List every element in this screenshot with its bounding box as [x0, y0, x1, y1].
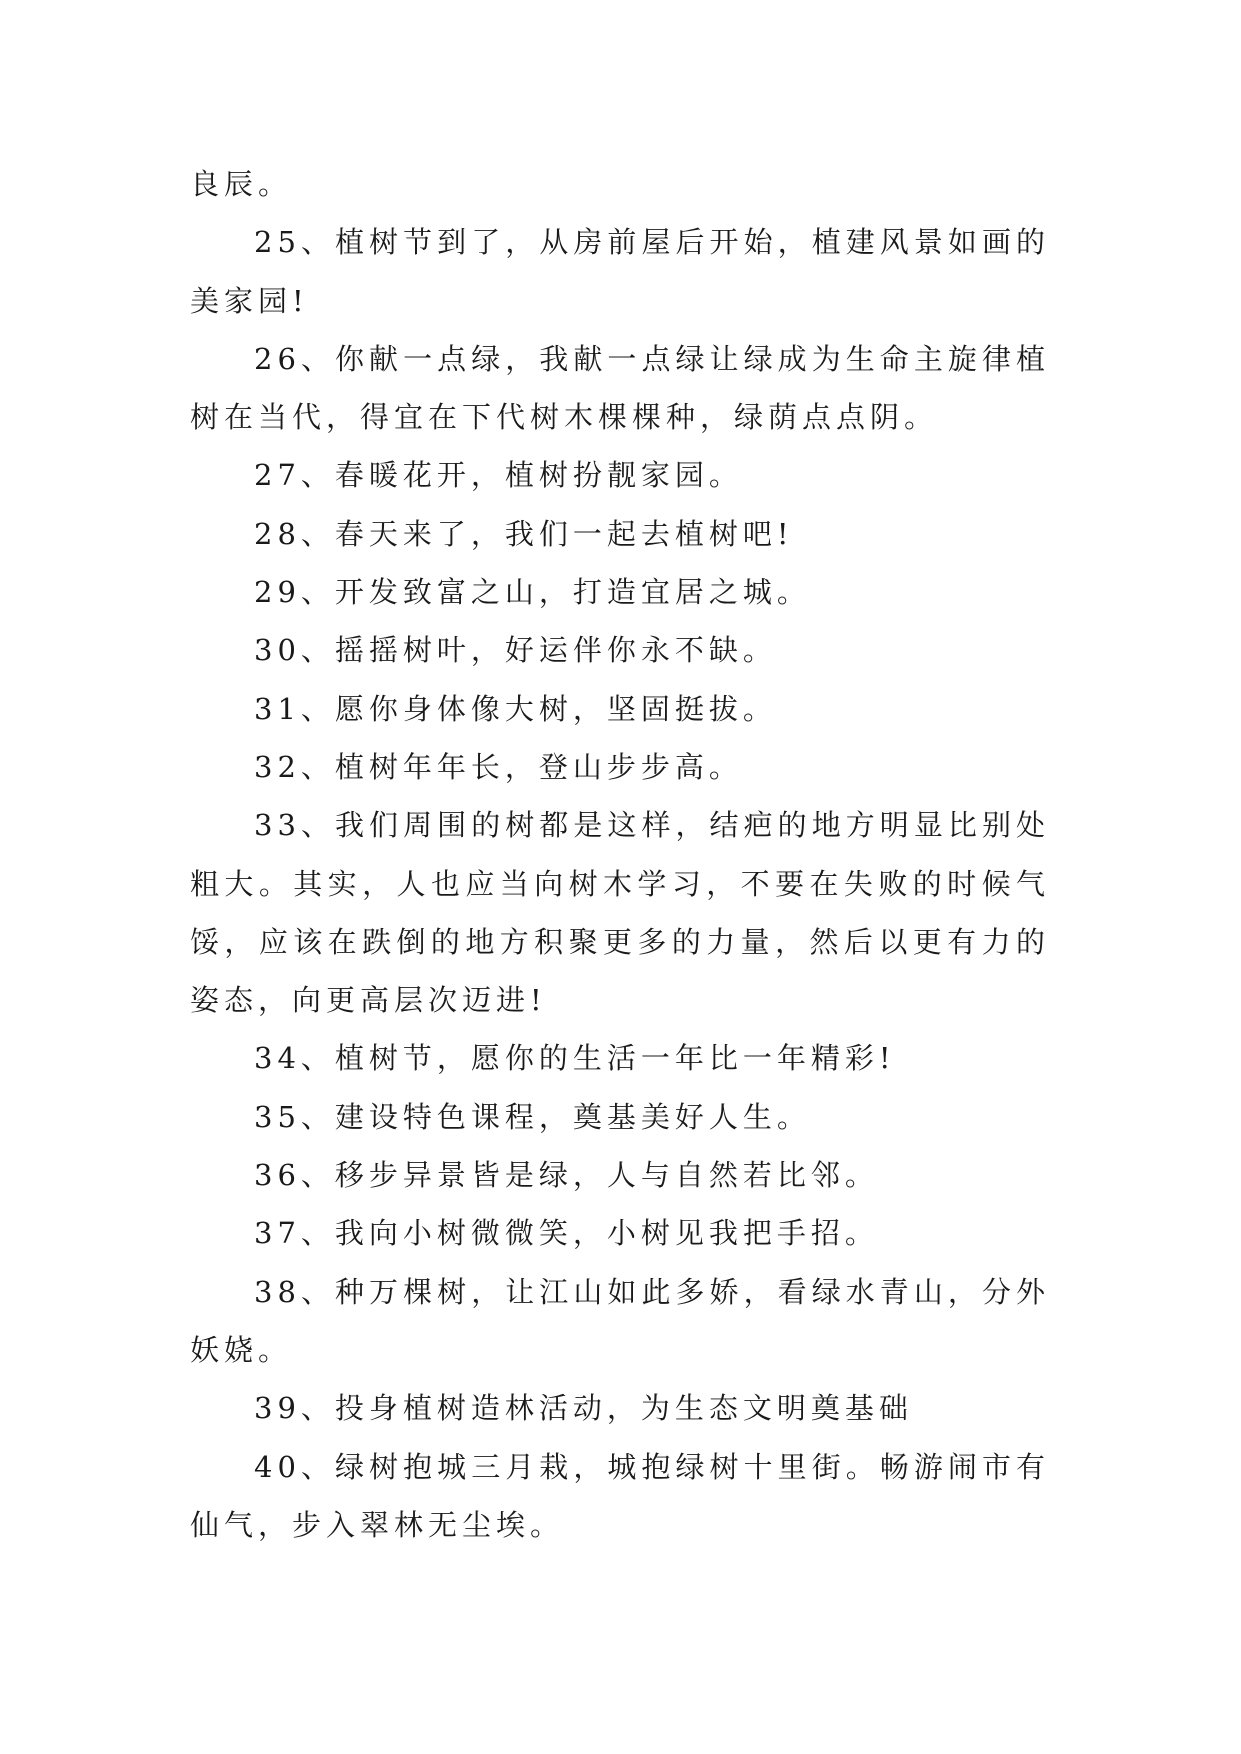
- paragraph-34: 34、植树节，愿你的生活一年比一年精彩!: [254, 1041, 896, 1076]
- paragraph-36: 36、移步异景皆是绿，人与自然若比邻。: [254, 1158, 879, 1193]
- paragraph-38: 38、种万棵树，让江山如此多娇，看绿水青山，分外妖娆。: [190, 1274, 1050, 1367]
- paragraph-27: 27、春暖花开，植树扮靓家园。: [254, 458, 743, 493]
- paragraph-39: 39、投身植树造林活动，为生态文明奠基础: [254, 1391, 913, 1426]
- paragraph-0: 良辰。: [190, 167, 293, 201]
- paragraph-25: 25、植树节到了，从房前屋后开始，植建风景如画的美家园!: [190, 225, 1050, 318]
- paragraph-40: 40、绿树抱城三月栽，城抱绿树十里街。畅游闹市有仙气，步入翠林无尘埃。: [190, 1449, 1050, 1542]
- paragraph-31: 31、愿你身体像大树，坚固挺拔。: [254, 691, 777, 726]
- paragraph-35: 35、建设特色课程，奠基美好人生。: [254, 1099, 811, 1134]
- paragraph-33: 33、我们周围的树都是这样，结疤的地方明显比别处粗大。其实，人也应当向树木学习，不要在失败的时候气馁，应该在跌倒的地方积聚更多的力量，然后以更有力的姿态，向更高层次迈进!: [190, 808, 1050, 1018]
- paragraph-29: 29、开发致富之山，打造宜居之城。: [254, 575, 811, 610]
- paragraph-26: 26、你献一点绿，我献一点绿让绿成为生命主旋律植树在当代，得宜在下代树木棵棵种，绿荫点点阴。: [190, 341, 1050, 435]
- paragraph-30: 30、摇摇树叶，好运伴你永不缺。: [254, 633, 777, 668]
- paragraph-28: 28、春天来了，我们一起去植树吧!: [254, 516, 794, 551]
- paragraph-37: 37、我向小树微微笑，小树见我把手招。: [254, 1216, 879, 1251]
- document-body: [190, 155, 1050, 1554]
- paragraph-32: 32、植树年年长，登山步步高。: [254, 749, 743, 784]
